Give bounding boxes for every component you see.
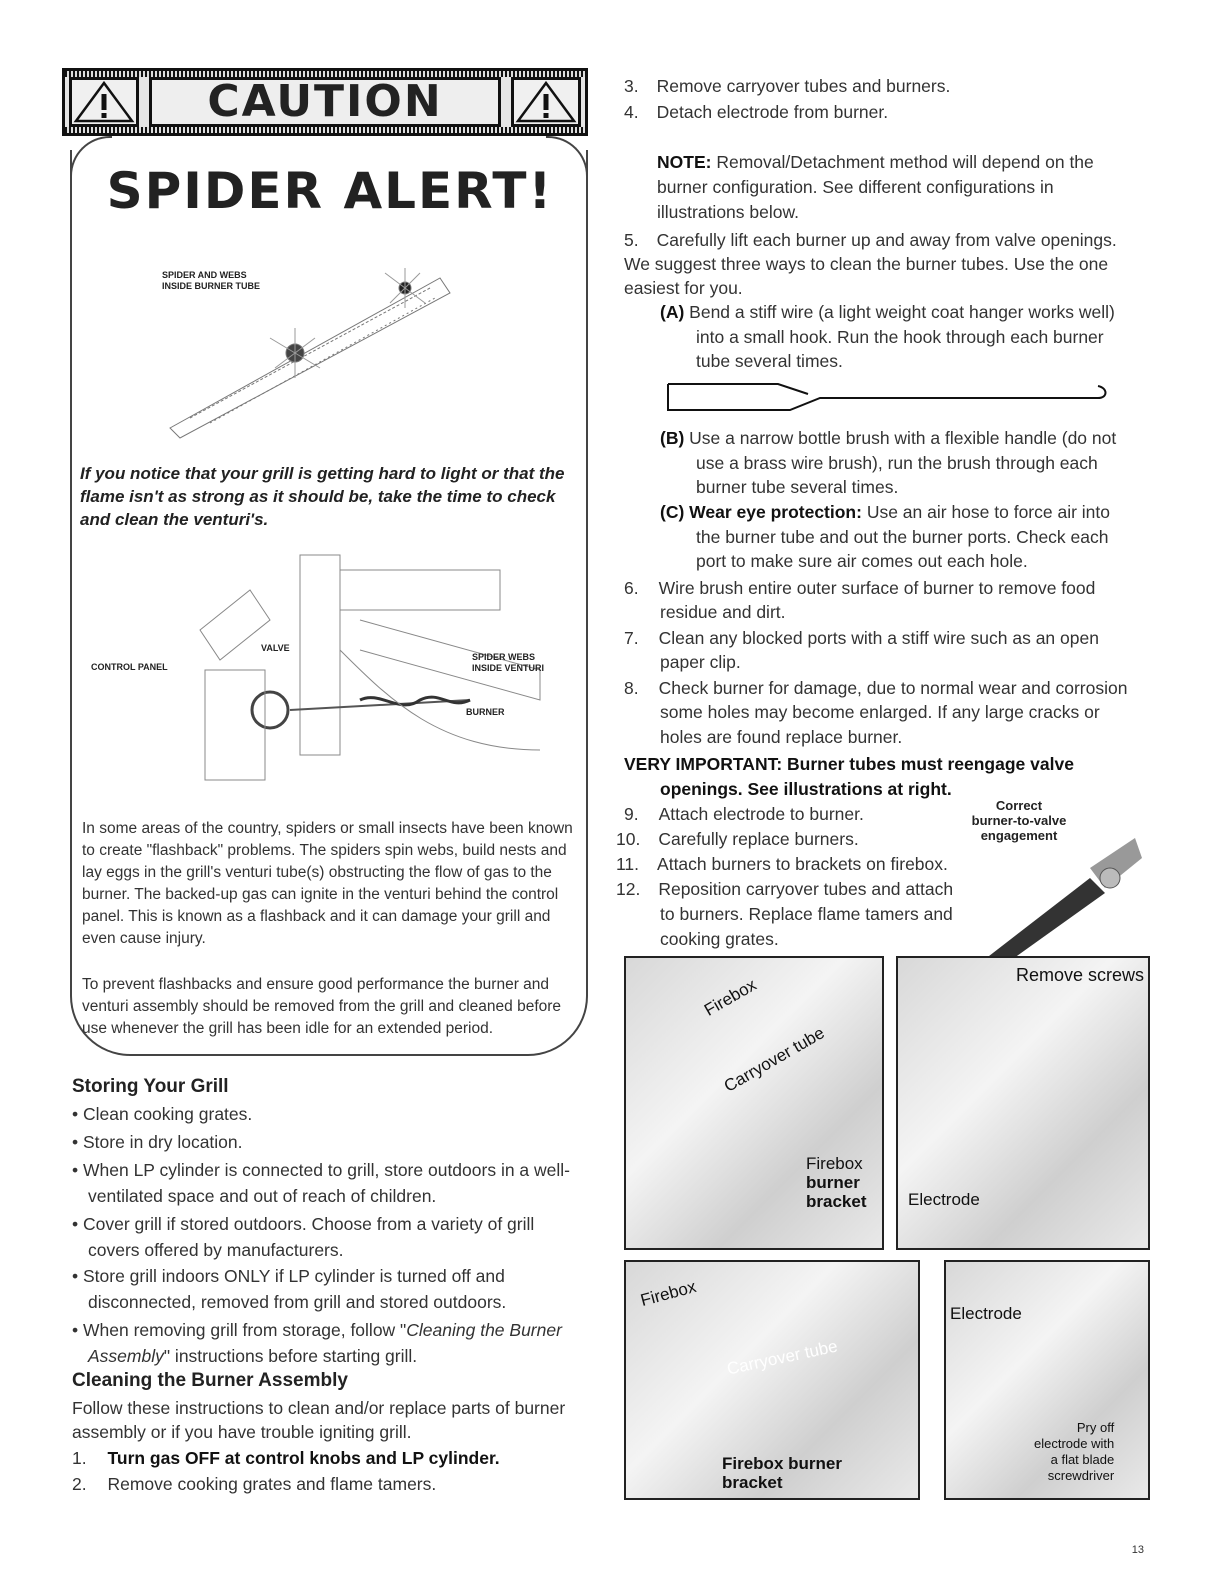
- method-a: [660, 300, 1115, 325]
- step-8-line: some holes may become enlarged. If any large cracks or: [660, 702, 1100, 722]
- note-text: Removal/Detachment method will depend on the: [716, 152, 1094, 172]
- list-item: • Clean cooking grates.: [72, 1104, 253, 1124]
- text: " instructions before starting grill.: [163, 1346, 418, 1366]
- note: [657, 150, 1094, 175]
- step-text: Detach electrode from burner.: [656, 102, 889, 122]
- label-line: Pry off: [1076, 1420, 1115, 1435]
- step-number: 12.: [616, 879, 641, 899]
- list-item: [72, 1318, 562, 1343]
- step-text: Carefully replace burners.: [658, 829, 859, 849]
- label-line: electrode with: [1034, 1436, 1115, 1451]
- photo-firebox-carryover: [624, 956, 884, 1250]
- step-number: 8.: [624, 678, 639, 698]
- label-line: a flat blade: [1050, 1452, 1115, 1467]
- step-9: [624, 802, 864, 827]
- method-text: Use a narrow bottle brush with a flexible handle (do not: [689, 428, 1117, 448]
- burner-label: BURNER: [466, 707, 505, 717]
- step-number: 3.: [624, 76, 639, 96]
- step-text: Remove carryover tubes and burners.: [656, 76, 951, 96]
- method-text: Bend a stiff wire (a light weight coat hanger works well): [689, 302, 1115, 322]
- step-1: [72, 1446, 500, 1471]
- step-5: [624, 228, 1117, 253]
- method-b-line: use a brass wire brush), run the brush through each: [696, 453, 1098, 473]
- photo-label: Firebox: [638, 1276, 699, 1311]
- list-item: ventilated space and out of reach of children.: [88, 1186, 437, 1206]
- cleaning-intro: assembly or if you have trouble igniting grill.: [72, 1422, 412, 1442]
- label-line: bracket: [806, 1192, 867, 1211]
- step-text: Wire brush entire outer surface of burner to remove food: [658, 578, 1096, 598]
- step-number: 4.: [624, 102, 639, 122]
- italic-ref: Assembly: [88, 1346, 164, 1366]
- spider-alert-title: SPIDER ALERT!: [106, 162, 554, 220]
- method-label: (A): [660, 302, 685, 322]
- step-number: 10.: [616, 829, 641, 849]
- step-12-line: to burners. Replace flame tamers and: [660, 904, 953, 924]
- step-text: Check burner for damage, due to normal wear and corrosion: [658, 678, 1128, 698]
- label-line: INSIDE VENTURI: [472, 663, 545, 673]
- method-label: (B): [660, 428, 685, 448]
- step-number: 6.: [624, 578, 639, 598]
- burner-valve-illustration: [970, 818, 1146, 968]
- label-line: screwdriver: [1047, 1468, 1115, 1483]
- list-item: disconnected, removed from grill and stored outdoors.: [88, 1292, 507, 1312]
- list-item: covers offered by manufacturers.: [88, 1240, 344, 1260]
- step-text: Attach electrode to burner.: [658, 804, 864, 824]
- step-7-line: paper clip.: [660, 652, 741, 672]
- photo-label: Electrode: [908, 1190, 980, 1209]
- caption-line: Correct: [995, 798, 1043, 813]
- label-line: Firebox: [806, 1154, 863, 1173]
- method-label: (C): [660, 502, 685, 522]
- caption-line: SPIDER AND WEBS: [162, 270, 247, 280]
- photo-pry-electrode: [944, 1260, 1150, 1500]
- method-b: [660, 426, 1116, 451]
- cleaning-heading: Cleaning the Burner Assembly: [72, 1370, 348, 1391]
- caption-line: engagement: [980, 828, 1058, 843]
- step-number: 2.: [72, 1474, 87, 1494]
- banner-stripe-bottom: [65, 127, 585, 133]
- method-bold: Wear eye protection:: [689, 502, 862, 522]
- label-line: bracket: [722, 1473, 783, 1492]
- photo-label: [722, 1454, 842, 1492]
- caution-banner: [62, 68, 588, 136]
- list-item: • When LP cylinder is connected to grill, store outdoors in a well-: [72, 1160, 570, 1180]
- step-text: Reposition carryover tubes and attach: [658, 879, 954, 899]
- valve-label: VALVE: [261, 643, 290, 653]
- method-c-line: the burner tube and out the burner ports. Check each: [696, 527, 1109, 547]
- method-a-line: tube several times.: [696, 351, 843, 371]
- step-8-line: holes are found replace burner.: [660, 727, 903, 747]
- photo-label: Remove screws: [1016, 965, 1145, 985]
- step-11: [616, 852, 948, 877]
- note-label: NOTE:: [657, 152, 712, 172]
- step-3: [624, 74, 950, 99]
- warning-triangle-icon: [511, 77, 581, 127]
- step-10: [616, 827, 859, 852]
- warning-triangle-icon: [69, 77, 139, 127]
- note-line: burner configuration. See different configurations in: [657, 177, 1054, 197]
- list-item: • Cover grill if stored outdoors. Choose from a variety of grill: [72, 1214, 535, 1234]
- photo-label: Carryover tube: [720, 1023, 828, 1096]
- step-4: [624, 100, 888, 125]
- spider-notice: If you notice that your grill is getting hard to light or that the flame isn't as strong as it should be, take the time to check and clean the venturi's.: [80, 464, 565, 529]
- step-6-line: residue and dirt.: [660, 602, 786, 622]
- method-c: [660, 500, 1110, 525]
- step-text: Turn gas OFF at control knobs and LP cylinder.: [107, 1448, 500, 1468]
- step-7: [624, 626, 1099, 651]
- step-8: [624, 676, 1127, 701]
- venturi-diagram: [140, 550, 580, 800]
- label-line: SPIDER WEBS: [472, 652, 536, 662]
- step-5-line: We suggest three ways to clean the burner tubes. Use the one: [624, 254, 1109, 274]
- step-text: Attach burners to brackets on firebox.: [657, 854, 948, 874]
- spider-paragraph: In some areas of the country, spiders or small insects have been known to create "flashback" problems. The spiders spin webs, build nests and lay eggs in the grill's venturi tube(s) obstructing the flow of gas to the burner. The backed-up gas can ignite in the venturi behind the control panel. This is known as a flashback and it can damage your grill and even cause injury.: [82, 820, 573, 947]
- wire-hook-illustration: [660, 378, 1120, 418]
- photo-label: Electrode: [950, 1304, 1022, 1323]
- label-line: burner: [806, 1173, 860, 1192]
- method-a-line: into a small hook. Run the hook through each burner: [696, 327, 1104, 347]
- label-line: Firebox burner: [722, 1454, 842, 1473]
- step-6: [624, 576, 1095, 601]
- step-number: 11.: [616, 854, 640, 874]
- control-panel-label: CONTROL PANEL: [91, 662, 168, 672]
- method-b-line: burner tube several times.: [696, 477, 899, 497]
- photo-label: [806, 1154, 866, 1211]
- list-item: [88, 1344, 417, 1369]
- method-c-line: port to make sure air comes out each hole.: [696, 551, 1028, 571]
- storing-heading: Storing Your Grill: [72, 1076, 229, 1097]
- step-number: 9.: [624, 804, 639, 824]
- italic-ref: Cleaning the Burner: [406, 1320, 562, 1340]
- step-12: [616, 877, 953, 902]
- step-12-line: cooking grates.: [660, 929, 779, 949]
- spider-webs-label: [472, 652, 544, 674]
- note-line: illustrations below.: [657, 202, 800, 222]
- step-number: 7.: [624, 628, 639, 648]
- step-5-line: easiest for you.: [624, 278, 743, 298]
- very-important: VERY IMPORTANT: Burner tubes must reengage valve: [624, 754, 1074, 774]
- method-text: Use an air hose to force air into: [866, 502, 1111, 522]
- page-number: 13: [1131, 1544, 1144, 1556]
- caption-line: burner-to-valve: [971, 813, 1067, 828]
- step-number: 5.: [624, 230, 639, 250]
- caution-title: CAUTION: [149, 77, 501, 127]
- step-2: [72, 1472, 436, 1497]
- step-number: 1.: [72, 1448, 87, 1468]
- list-item: • Store in dry location.: [72, 1132, 243, 1152]
- step-text: Clean any blocked ports with a stiff wire such as an open: [658, 628, 1099, 648]
- cleaning-intro: Follow these instructions to clean and/or replace parts of burner: [72, 1398, 566, 1418]
- photo-label: Carryover tube: [725, 1336, 840, 1379]
- list-item: • Store grill indoors ONLY if LP cylinder is turned off and: [72, 1266, 505, 1286]
- caption-line: INSIDE BURNER TUBE: [162, 281, 261, 291]
- pry-caption: [1034, 1420, 1114, 1484]
- step-text: Carefully lift each burner up and away from valve openings.: [656, 230, 1117, 250]
- text: • When removing grill from storage, follow ": [72, 1320, 407, 1340]
- photo-firebox-bracket: [624, 1260, 920, 1500]
- burner-tube-illustration: [150, 248, 470, 448]
- step-text: Remove cooking grates and flame tamers.: [107, 1474, 437, 1494]
- photo-remove-screws: [896, 956, 1150, 1250]
- very-important-line: openings. See illustrations at right.: [660, 779, 952, 799]
- photo-label: Firebox: [701, 975, 760, 1020]
- spider-paragraph: To prevent flashbacks and ensure good performance the burner and venturi assembly should be removed from the grill and cleaned before use whenever the grill has been idle for an extended period.: [82, 976, 562, 1037]
